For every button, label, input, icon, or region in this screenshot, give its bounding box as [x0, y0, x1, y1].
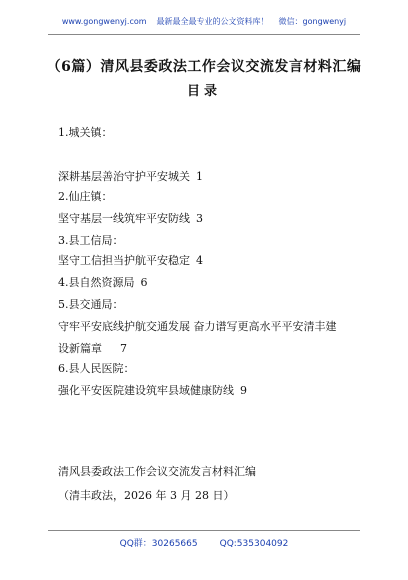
header-divider: [48, 34, 360, 35]
toc-entry[interactable]: 深耕基层善治守护平安城关 1: [58, 170, 203, 183]
toc-heading-gongxin: 3.县工信局：: [58, 234, 124, 247]
header-site-link[interactable]: www.gongwenyj.com: [61, 17, 147, 26]
toc-page-number: 4: [196, 254, 203, 267]
header-slogan: 最新最全最专业的公文资料库！: [156, 17, 269, 26]
toc-page-number: 3: [196, 212, 203, 225]
toc-entry[interactable]: 强化平安医院建设筑牢县域健康防线 9: [58, 384, 247, 397]
footer-title: 清风县委政法工作会议交流发言材料汇编: [58, 465, 256, 478]
toc-heading-hospital: 6.县人民医院：: [58, 362, 135, 375]
toc-heading: 目录: [186, 84, 221, 99]
footer-divider: [48, 530, 360, 531]
toc-page-number: 9: [240, 384, 247, 397]
qq-contact: QQ:535304092: [219, 539, 289, 549]
header-wechat: 微信：gongwenyj: [278, 17, 347, 26]
footer-note: （清丰政法，2026 年 3 月 28 日）: [58, 489, 235, 502]
toc-heading-jiaotong: 5.县交通局：: [58, 298, 124, 311]
toc-heading-xianzhuang: 2.仙庄镇：: [58, 190, 113, 203]
toc-entry-continued[interactable]: 设新篇章 7: [58, 342, 127, 355]
document-title: （6篇）清风县委政法工作会议交流发言材料汇编: [46, 59, 362, 75]
toc-heading-chengguan: 1.城关镇：: [58, 126, 113, 139]
toc-entry[interactable]: 坚守工信担当护航平安稳定 4: [58, 254, 203, 267]
toc-page-number: 6: [140, 276, 148, 289]
toc-entry[interactable]: 4.县自然资源局 6: [58, 276, 148, 289]
footer-banner: [0, 536, 408, 549]
toc-entry[interactable]: 守牢平安底线护航交通发展 奋力谱写更高水平平安清丰建: [58, 320, 337, 333]
toc-entry[interactable]: 坚守基层一线筑牢平安防线 3: [58, 212, 203, 225]
toc-page-number: 1: [196, 170, 203, 183]
toc-page-number: 7: [120, 342, 127, 355]
header-banner: [0, 16, 408, 27]
qq-group: QQ群：30265665: [119, 539, 198, 549]
